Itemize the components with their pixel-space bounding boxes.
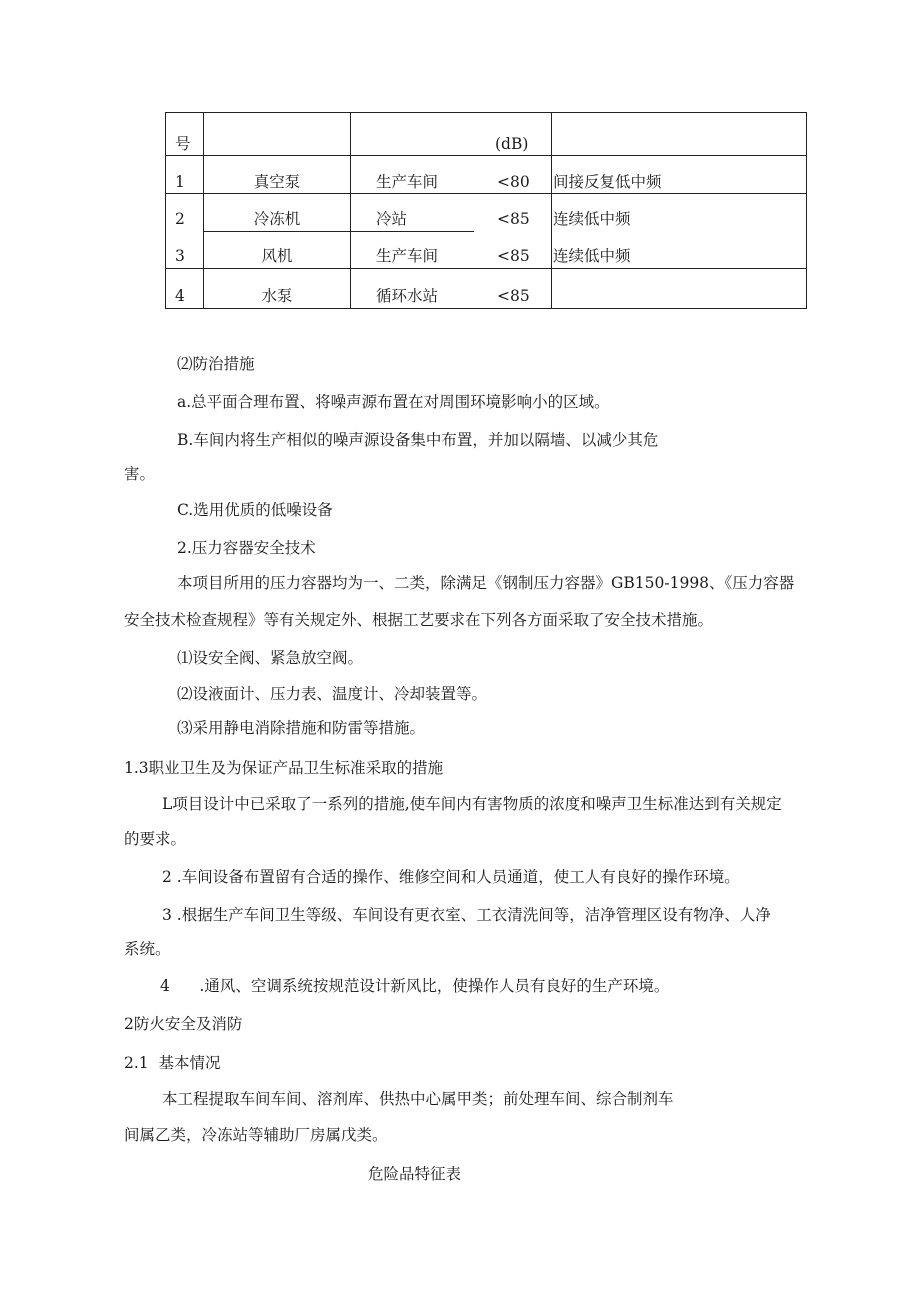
para-pressure-line1: 本项目所用的压力容器均为一、二类，除满足《钢制压力容器》GB150-1998、《压力容器 bbox=[177, 574, 795, 592]
row-1-equipment: 真空泵 bbox=[253, 173, 301, 191]
section-heading-2-1: 2.1 基本情况 bbox=[124, 1054, 221, 1072]
para-item-1-line1: L项目设计中已采取了一系列的措施,使车间内有害物质的浓度和噪声卫生标准达到有关规定 bbox=[162, 795, 782, 813]
list-item-1: ⑴设安全阀、紧急放空阀。 bbox=[177, 649, 364, 667]
header-no: 号 bbox=[175, 135, 191, 153]
row-1-location: 生产车间 bbox=[376, 173, 439, 191]
table-caption: 危险品特征表 bbox=[368, 1165, 462, 1183]
table-row-line bbox=[165, 193, 807, 194]
table-row-line bbox=[165, 155, 807, 156]
list-item-3: ⑶采用静电消除措施和防雷等措施。 bbox=[177, 719, 426, 737]
row-3-noise: <85 bbox=[497, 247, 530, 265]
table-border-bottom bbox=[165, 308, 807, 309]
table-row-line-partial bbox=[203, 231, 474, 232]
row-4-location: 循环水站 bbox=[376, 287, 439, 305]
para-measure-c: C.选用优质的低噪设备 bbox=[177, 501, 333, 519]
row-2-location: 冷站 bbox=[376, 210, 408, 228]
table-border-right bbox=[806, 112, 807, 309]
table-col-line bbox=[551, 112, 552, 309]
row-1-noise: <80 bbox=[497, 173, 530, 191]
row-3-no: 3 bbox=[175, 247, 185, 265]
table-border-top bbox=[165, 112, 807, 113]
section-pressure-vessel: 2.压力容器安全技术 bbox=[177, 539, 316, 557]
row-3-equipment: 风机 bbox=[261, 247, 293, 265]
table-col-line bbox=[350, 112, 351, 309]
noise-source-table bbox=[0, 0, 920, 330]
para-item-3-line1: 3 .根据生产车间卫生等级、车间设有更衣室、工衣清洗间等，洁净管理区设有物净、人净 bbox=[162, 906, 771, 924]
row-2-equipment: 冷冻机 bbox=[253, 210, 301, 228]
para-pressure-line2: 安全技术检查规程》等有关规定外、根据工艺要求在下列各方面采取了安全技术措施。 bbox=[124, 611, 714, 629]
para-prevention-heading: ⑵防治措施 bbox=[177, 355, 255, 373]
row-3-type: 连续低中频 bbox=[553, 247, 631, 265]
section-heading-2: 2防火安全及消防 bbox=[124, 1015, 243, 1033]
para-basic-line2: 间属乙类，冷冻站等辅助厂房属戊类。 bbox=[124, 1126, 388, 1144]
para-basic-line1: 本工程提取车间车间、溶剂库、供热中心属甲类；前处理车间、综合制剂车 bbox=[162, 1090, 674, 1108]
row-2-no: 2 bbox=[175, 210, 185, 228]
row-2-noise: <85 bbox=[497, 210, 530, 228]
para-measure-b-line2: 害。 bbox=[124, 465, 156, 483]
row-4-no: 4 bbox=[175, 287, 185, 305]
para-item-1-line2: 的要求。 bbox=[124, 830, 187, 848]
table-row-line bbox=[165, 268, 807, 269]
header-db: (dB) bbox=[495, 135, 529, 153]
row-3-location: 生产车间 bbox=[376, 247, 439, 265]
para-measure-b-line1: B.车间内将生产相似的噪声源设备集中布置，并加以隔墙、以减少其危 bbox=[177, 431, 659, 449]
table-border-left bbox=[165, 112, 166, 309]
list-item-2: ⑵设液面计、压力表、温度计、冷却装置等。 bbox=[177, 685, 488, 703]
para-measure-a: a.总平面合理布置、将噪声源布置在对周围环境影响小的区域。 bbox=[177, 393, 610, 411]
section-heading-1-3: 1.3职业卫生及为保证产品卫生标准采取的措施 bbox=[124, 759, 444, 777]
row-4-equipment: 水泵 bbox=[261, 287, 293, 305]
row-2-type: 连续低中频 bbox=[553, 210, 631, 228]
row-4-noise: <85 bbox=[497, 287, 530, 305]
row-1-type: 间接反复低中频 bbox=[553, 173, 662, 191]
para-item-4: 4 .通风、空调系统按规范设计新风比，使操作人员有良好的生产环境。 bbox=[160, 977, 670, 995]
para-item-2: 2 .车间设备布置留有合适的操作、维修空间和人员通道，使工人有良好的操作环境。 bbox=[162, 868, 740, 886]
para-item-3-line2: 系统。 bbox=[124, 940, 171, 958]
row-1-no: 1 bbox=[175, 173, 185, 191]
